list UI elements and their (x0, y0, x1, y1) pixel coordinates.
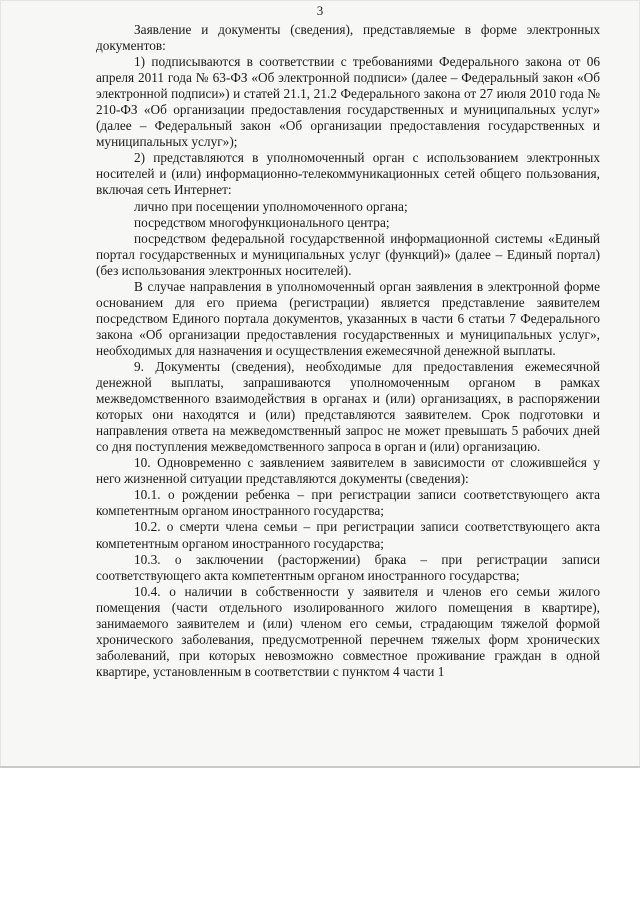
document-body (96, 22, 600, 680)
paragraph-option-mfc: посредством многофункционального центра; (134, 214, 390, 230)
paragraph-section-10-3: 10.3. о заключении (расторжении) брака – при регистрации записи соответствующего акта компетентным органом иностранного государства; (96, 551, 600, 583)
paragraph-section-10-1: 10.1. о рождении ребенка – при регистрации записи соответствующего акта компетентным органом иностранного государства; (96, 487, 600, 519)
paragraph-electronic-form: В случае направления в уполномоченный орган заявления в электронной форме основанием для его приема (регистрации) является представление заявителем посредством Единого портала документов, указанных в части 6 статьи 7 Федерального закона «Об организации предоставления государственных и муниципальных услуг», необходимых для назначения и осуществления ежемесячной денежной выплаты. (96, 278, 600, 358)
paragraph-section-10-4: 10.4. о наличии в собственности у заявителя и членов его семьи жилого помещения (части отдельного изолированного жилого помещения в квартире), занимаемого заявителем и (или) членом его семьи, страдающим тяжелой формой хронического заболевания, предусмотренной перечнем тяжелых форм хронических заболеваний, при которых невозможно совместное проживание граждан в одной квартире, установленным в соответствии с пунктом 4 части 1 (96, 583, 600, 679)
page-number: 3 (316, 3, 324, 18)
scan-bottom-edge (0, 766, 640, 768)
paragraph-section-10-2: 10.2. о смерти члена семьи – при регистрации записи соответствующего акта компетентным органом иностранного государства; (96, 519, 600, 551)
paragraph-option-portal: посредством федеральной государственной информационной системы «Единый портал государственных и муниципальных услуг (функций)» (далее – Единый портал) (без использования электронных носителей). (96, 230, 600, 278)
paragraph-item-2: 2) представляются в уполномоченный орган с использованием электронных носителей и (или) информационно-телекоммуникационных сетей общего пользования, включая сеть Интернет: (96, 150, 600, 198)
paragraph-section-10: 10. Одновременно с заявлением заявителем в зависимости от сложившейся у него жизненной ситуации представляются документы (сведения): (96, 455, 600, 487)
paragraph-item-1: 1) подписываются в соответствии с требованиями Федерального закона от 06 апреля 2011 года № 63-ФЗ «Об электронной подписи» (далее – Федеральный закон «Об электронной подписи») и статей 21.1, 21.2 Федерального закона от 27 июля 2010 года № 210-ФЗ «Об организации предоставления государственных и муниципальных услуг» (далее – Федеральный закон «Об организации предоставления государственных и муниципальных услуг»); (96, 54, 600, 150)
paragraph-section-9: 9. Документы (сведения), необходимые для предоставления ежемесячной денежной выплаты, запрашиваются уполномоченным органом в рамках межведомственного взаимодействия в органах и (или) организациях, в распоряжении которых они находятся и (или) представляются заявителем. Срок подготовки и направления ответа на межведомственный запрос не может превышать 5 рабочих дней со дня поступления межведомственного запроса в орган и (или) организацию. (96, 358, 600, 455)
paragraph-intro: Заявление и документы (сведения), представляемые в форме электронных документов: (96, 22, 600, 54)
paragraph-option-in-person: лично при посещении уполномоченного органа; (134, 198, 408, 214)
